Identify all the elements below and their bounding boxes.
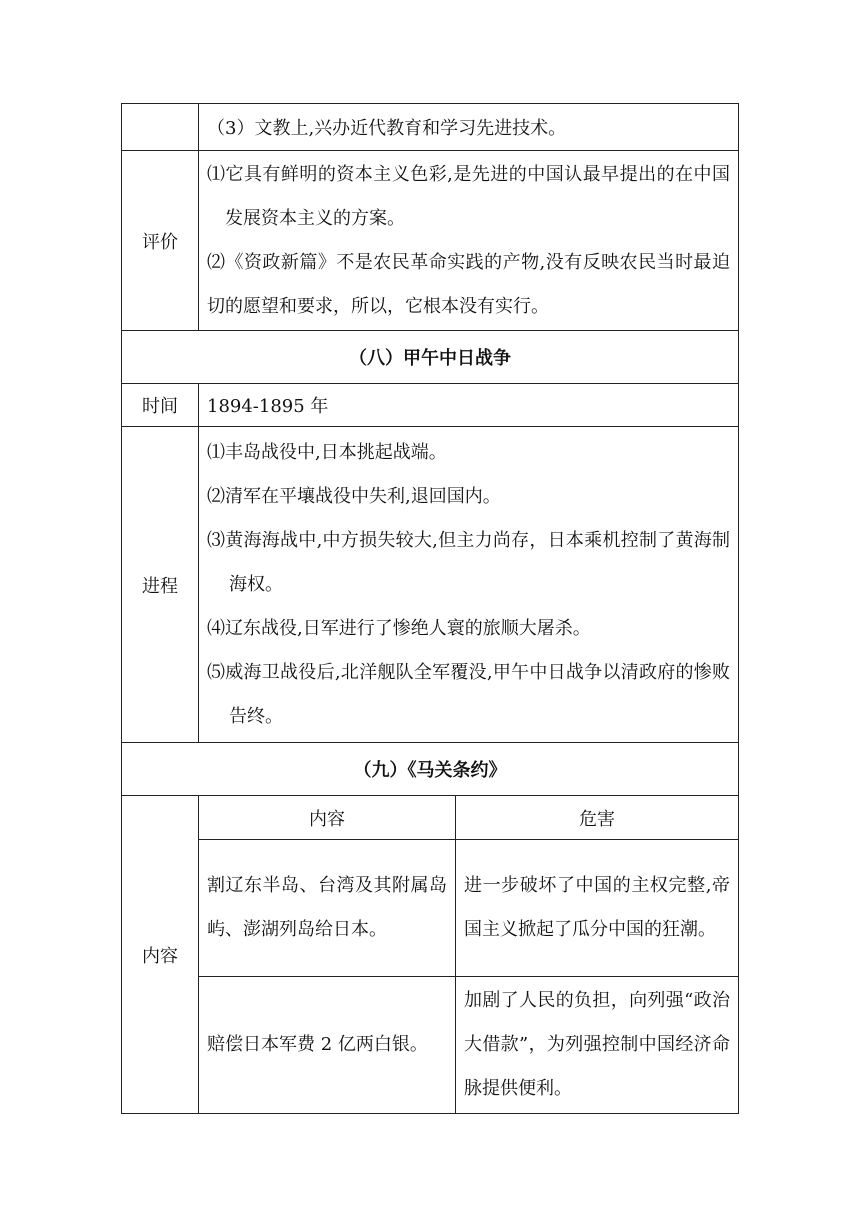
treaty-header-row <box>122 796 739 840</box>
treaty-content-cell <box>199 977 456 1114</box>
section9-row <box>122 743 739 796</box>
empty-label-cell <box>122 104 199 151</box>
treaty-row <box>122 977 739 1114</box>
treaty-content-1: 割辽东半岛、台湾及其附属岛屿、澎湖列岛给日本。 <box>207 875 447 940</box>
time-row <box>122 384 739 427</box>
treaty-content-2: 赔偿日本军费 2 亿两白银。 <box>207 1034 428 1055</box>
process-row <box>122 427 739 743</box>
process-label: 进程 <box>122 427 199 743</box>
evaluation-item-2: ⑵《资政新篇》不是农民革命实践的产物,没有反映农民当时最迫切的愿望和要求，所以，它根本没有实行。 <box>207 251 731 317</box>
treaty-content-cell <box>199 840 456 977</box>
section8-row <box>122 331 739 384</box>
process-item-3: ⑶黄海海战中,中方损失较大,但主力尚存，日本乘机控制了黄海制海权。 <box>207 529 731 595</box>
treaty-label: 内容 <box>122 796 199 1114</box>
time-value: 1894-1895 年 <box>199 384 739 427</box>
treaty-harm-1: 进一步破坏了中国的主权完整,帝国主义掀起了瓜分中国的狂潮。 <box>464 875 731 940</box>
evaluation-row <box>122 151 739 331</box>
history-table <box>121 103 739 1114</box>
evaluation-item-1: ⑴它具有鲜明的资本主义色彩,是先进的中国认最早提出的在中国发展资本主义的方案。 <box>207 163 731 229</box>
education-text: （3）文教上,兴办近代教育和学习先进技术。 <box>199 104 739 151</box>
section9-title: （九）《马关条约》 <box>122 743 739 796</box>
treaty-harm-cell <box>456 977 739 1114</box>
process-item-2: ⑵清军在平壤战役中失利,退回国内。 <box>207 485 501 507</box>
time-label: 时间 <box>122 384 199 427</box>
treaty-header-content: 内容 <box>199 796 456 840</box>
treaty-row <box>122 840 739 977</box>
treaty-harm-2: 加剧了人民的负担，向列强“政治大借款”，为列强控制中国经济命脉提供便利。 <box>464 990 731 1099</box>
process-item-5: ⑸威海卫战役后,北洋舰队全军覆没,甲午中日战争以清政府的惨败告终。 <box>207 661 731 727</box>
treaty-harm-cell <box>456 840 739 977</box>
evaluation-content <box>199 151 739 331</box>
treaty-header-harm: 危害 <box>456 796 739 840</box>
education-row <box>122 104 739 151</box>
process-item-4: ⑷辽东战役,日军进行了惨绝人寰的旅顺大屠杀。 <box>207 617 591 639</box>
section8-title: （八）甲午中日战争 <box>122 331 739 384</box>
process-item-1: ⑴丰岛战役中,日本挑起战端。 <box>207 441 447 463</box>
evaluation-label: 评价 <box>122 151 199 331</box>
process-content <box>199 427 739 743</box>
